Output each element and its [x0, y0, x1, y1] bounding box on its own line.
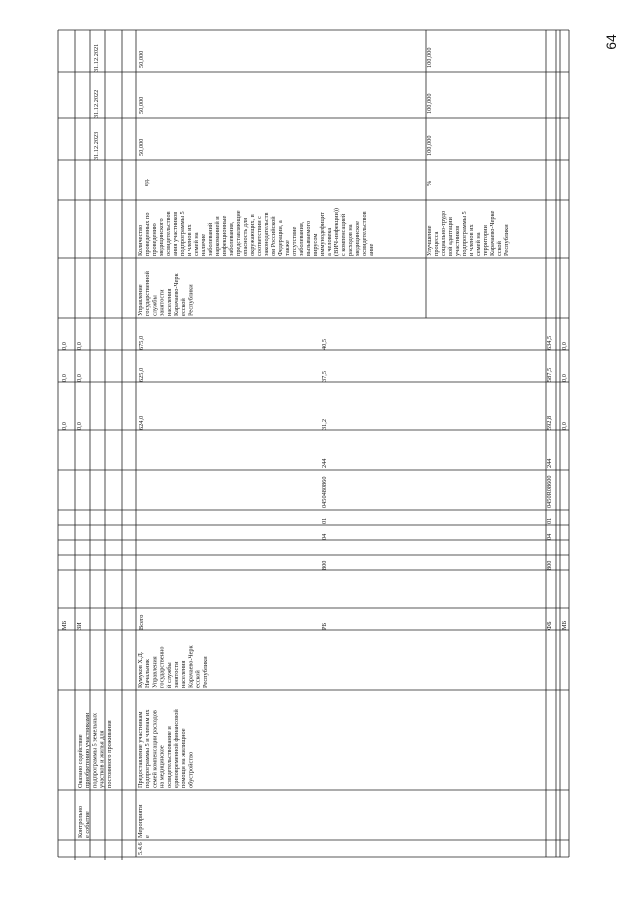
mb2-source-label: [561, 620, 568, 630]
header-date-2022: [93, 90, 100, 118]
rb-grbs-text: 800: [321, 560, 328, 570]
fb-grbs: [546, 561, 553, 570]
zi-value-2023-text: 0,0: [76, 342, 83, 350]
mb-value-2022: [61, 374, 68, 382]
rb-rz-text: 04: [321, 533, 328, 540]
indicator-2-value-2022-text: 100,000: [426, 93, 433, 114]
total-value-2022-text: 625,0: [138, 367, 145, 382]
fb-source-label-text: ФБ: [546, 621, 553, 630]
mb-value-2023-text: 0,0: [61, 342, 68, 350]
fb-value-2021: [546, 416, 553, 430]
indicator-2-unit-text: %: [426, 180, 433, 186]
rb-value-2021: [321, 419, 328, 430]
rb-value-2022: [321, 371, 328, 382]
zi-value-2021: [76, 422, 83, 430]
indicator-1-unit-text: ед.: [143, 178, 150, 186]
total-source-label-text: Всего: [138, 614, 145, 630]
fb-vr: [546, 458, 553, 468]
fb-csr: [546, 475, 553, 508]
rb-pr: [321, 518, 328, 524]
fb-csr-text: 0450R08600: [546, 475, 553, 508]
measure-name: [137, 709, 194, 788]
zi-value-2022: [76, 374, 83, 382]
indicator-2-unit: [426, 180, 433, 186]
rb-vr: [321, 458, 328, 468]
rb-grbs: [321, 561, 328, 570]
control-event-name: [77, 712, 113, 788]
header-date-2021-text: 31.12.2021: [93, 43, 100, 72]
total-source-label: [138, 615, 145, 630]
indicator-1-name: [137, 208, 375, 256]
indicator-2-name-text: Улучшениепроцессасоциально-трудовой адаптацииучастниковподпрограммы 5и членов ихсемей натерриторииКарачаево-ЧеркесскойРеспублики: [426, 210, 510, 256]
mb2-value-2021-text: 0,0: [561, 422, 568, 430]
rb-csr: [321, 477, 328, 508]
rb-source-label: [321, 622, 328, 630]
indicator-1-value-2022-text: 50,000: [138, 96, 145, 114]
fb-grbs-text: 800: [546, 560, 553, 570]
indicator-executor: [137, 270, 194, 316]
mb-value-2023: [61, 342, 68, 350]
fb-value-2023: [546, 336, 553, 350]
measure-name-text: Предоставление участникамподпрограммы 5 и членам ихсемей компенсации расходовна медицинскоеосвидетельствование иединовременной финансовойпомощи на жилищноеобустройство: [137, 709, 195, 788]
mb-value-2021: [61, 422, 68, 430]
header-date-2021: [93, 44, 100, 72]
fb-rz-text: 04: [546, 533, 553, 540]
indicator-1-value-2022: [138, 97, 145, 114]
rb-value-2023-text: 40,5: [321, 338, 328, 350]
indicator-2-value-2022: [426, 94, 433, 114]
indicator-1-value-2023-text: 50,000: [138, 50, 145, 68]
mb2-value-2023-text: 0,0: [561, 342, 568, 350]
indicator-executor-text: УправлениегосударственнойслужбызанятостинаселенияКарачаево-ЧеркесскойРеспублики: [137, 271, 195, 316]
zi-source-label-text: ЗИ: [76, 622, 83, 630]
rb-rz: [321, 533, 328, 540]
fb-rz: [546, 533, 553, 540]
control-event-type-text: Контрольное событие: [77, 806, 92, 838]
indicator-2-value-2021-text: 100,000: [426, 135, 433, 156]
mb2-source-label-text: МБ: [561, 620, 568, 630]
fb-value-2023-text: 634,5: [546, 335, 553, 350]
mb2-value-2022: [561, 374, 568, 382]
indicator-2-name: [426, 211, 510, 256]
zi-value-2021-text: 0,0: [76, 422, 83, 430]
fb-value-2021-text: 592,8: [546, 415, 553, 430]
measure-type: [137, 804, 151, 838]
total-value-2021: [138, 416, 145, 430]
mb-value-2021-text: 0,0: [61, 422, 68, 430]
total-value-2023: [138, 336, 145, 350]
indicator-1-value-2021-text: 50,000: [138, 138, 145, 156]
measure-responsible: [137, 644, 209, 688]
total-value-2021-text: 624,0: [138, 415, 145, 430]
indicator-1-name-text: Количествопроведенных попроведениюмедицинскогоосвидетельствования участниковподпрограммы 5и членов ихсемей наналичиезаболеванийнаркоманией иинфекционныезаболевания,представляющиеопасность дляокружающих, всоответствии сзаконодательством РоссийскойФедерации, атакжеотсутствиезаболевания,вызываемоговирусомиммунодефицита человека(ВИЧ-инфекции))с компенсациейрасходов намедицинскоеосвидетельствование: [137, 207, 375, 256]
zi-source-label: [76, 622, 83, 630]
mb2-value-2021: [561, 422, 568, 430]
indicator-2-value-2023-text: 100,000: [426, 47, 433, 68]
mb-source-label-text: МБ: [61, 620, 68, 630]
measure-responsible-text: Кумуков Х.Д.НачальникУправлениягосударственной службызанятостинаселенияКарачаево-ЧеркесскойРеспублики: [137, 645, 209, 688]
mb-value-2022-text: 0,0: [61, 374, 68, 382]
measure-code: [137, 842, 144, 855]
fb-vr-text: 244: [546, 458, 553, 468]
header-date-2023: [93, 132, 100, 160]
rb-source-label-text: РБ: [321, 622, 328, 630]
rb-pr-text: 01: [321, 517, 328, 524]
indicator-1-value-2023: [138, 51, 145, 68]
zi-value-2023: [76, 342, 83, 350]
fb-pr: [546, 518, 553, 524]
rb-value-2023: [321, 339, 328, 350]
measure-code-text: 5.4.6: [137, 842, 144, 855]
total-value-2023-text: 675,0: [138, 335, 145, 350]
indicator-2-value-2023: [426, 48, 433, 68]
page-number: 64: [602, 34, 619, 50]
header-date-2022-text: 31.12.2022: [93, 89, 100, 118]
indicator-1-unit: [143, 178, 150, 186]
fb-value-2022: [546, 368, 553, 382]
rb-value-2021-text: 31,2: [321, 418, 328, 430]
rb-vr-text: 244: [321, 458, 328, 468]
rb-value-2022-text: 37,5: [321, 370, 328, 382]
rb-csr-text: 0450480860: [321, 476, 328, 508]
mb2-value-2023: [561, 342, 568, 350]
mb2-value-2022-text: 0,0: [561, 374, 568, 382]
zi-value-2022-text: 0,0: [76, 374, 83, 382]
indicator-2-value-2021: [426, 136, 433, 156]
control-event-name-text: Оказано содействиеприобретению участникамиподпрограммы 5 земельныхучастков и жилья дляпостоянного проживания: [77, 712, 113, 788]
measure-type-text: Мероприятие: [137, 804, 152, 838]
indicator-1-value-2021: [138, 139, 145, 156]
fb-value-2022-text: 587,5: [546, 367, 553, 382]
mb-source-label: [61, 620, 68, 630]
fb-source-label: [546, 621, 553, 630]
control-event-type: [77, 806, 91, 838]
total-value-2022: [138, 368, 145, 382]
fb-pr-text: 01: [546, 517, 553, 524]
header-date-2023-text: 31.12.2023: [93, 131, 100, 160]
